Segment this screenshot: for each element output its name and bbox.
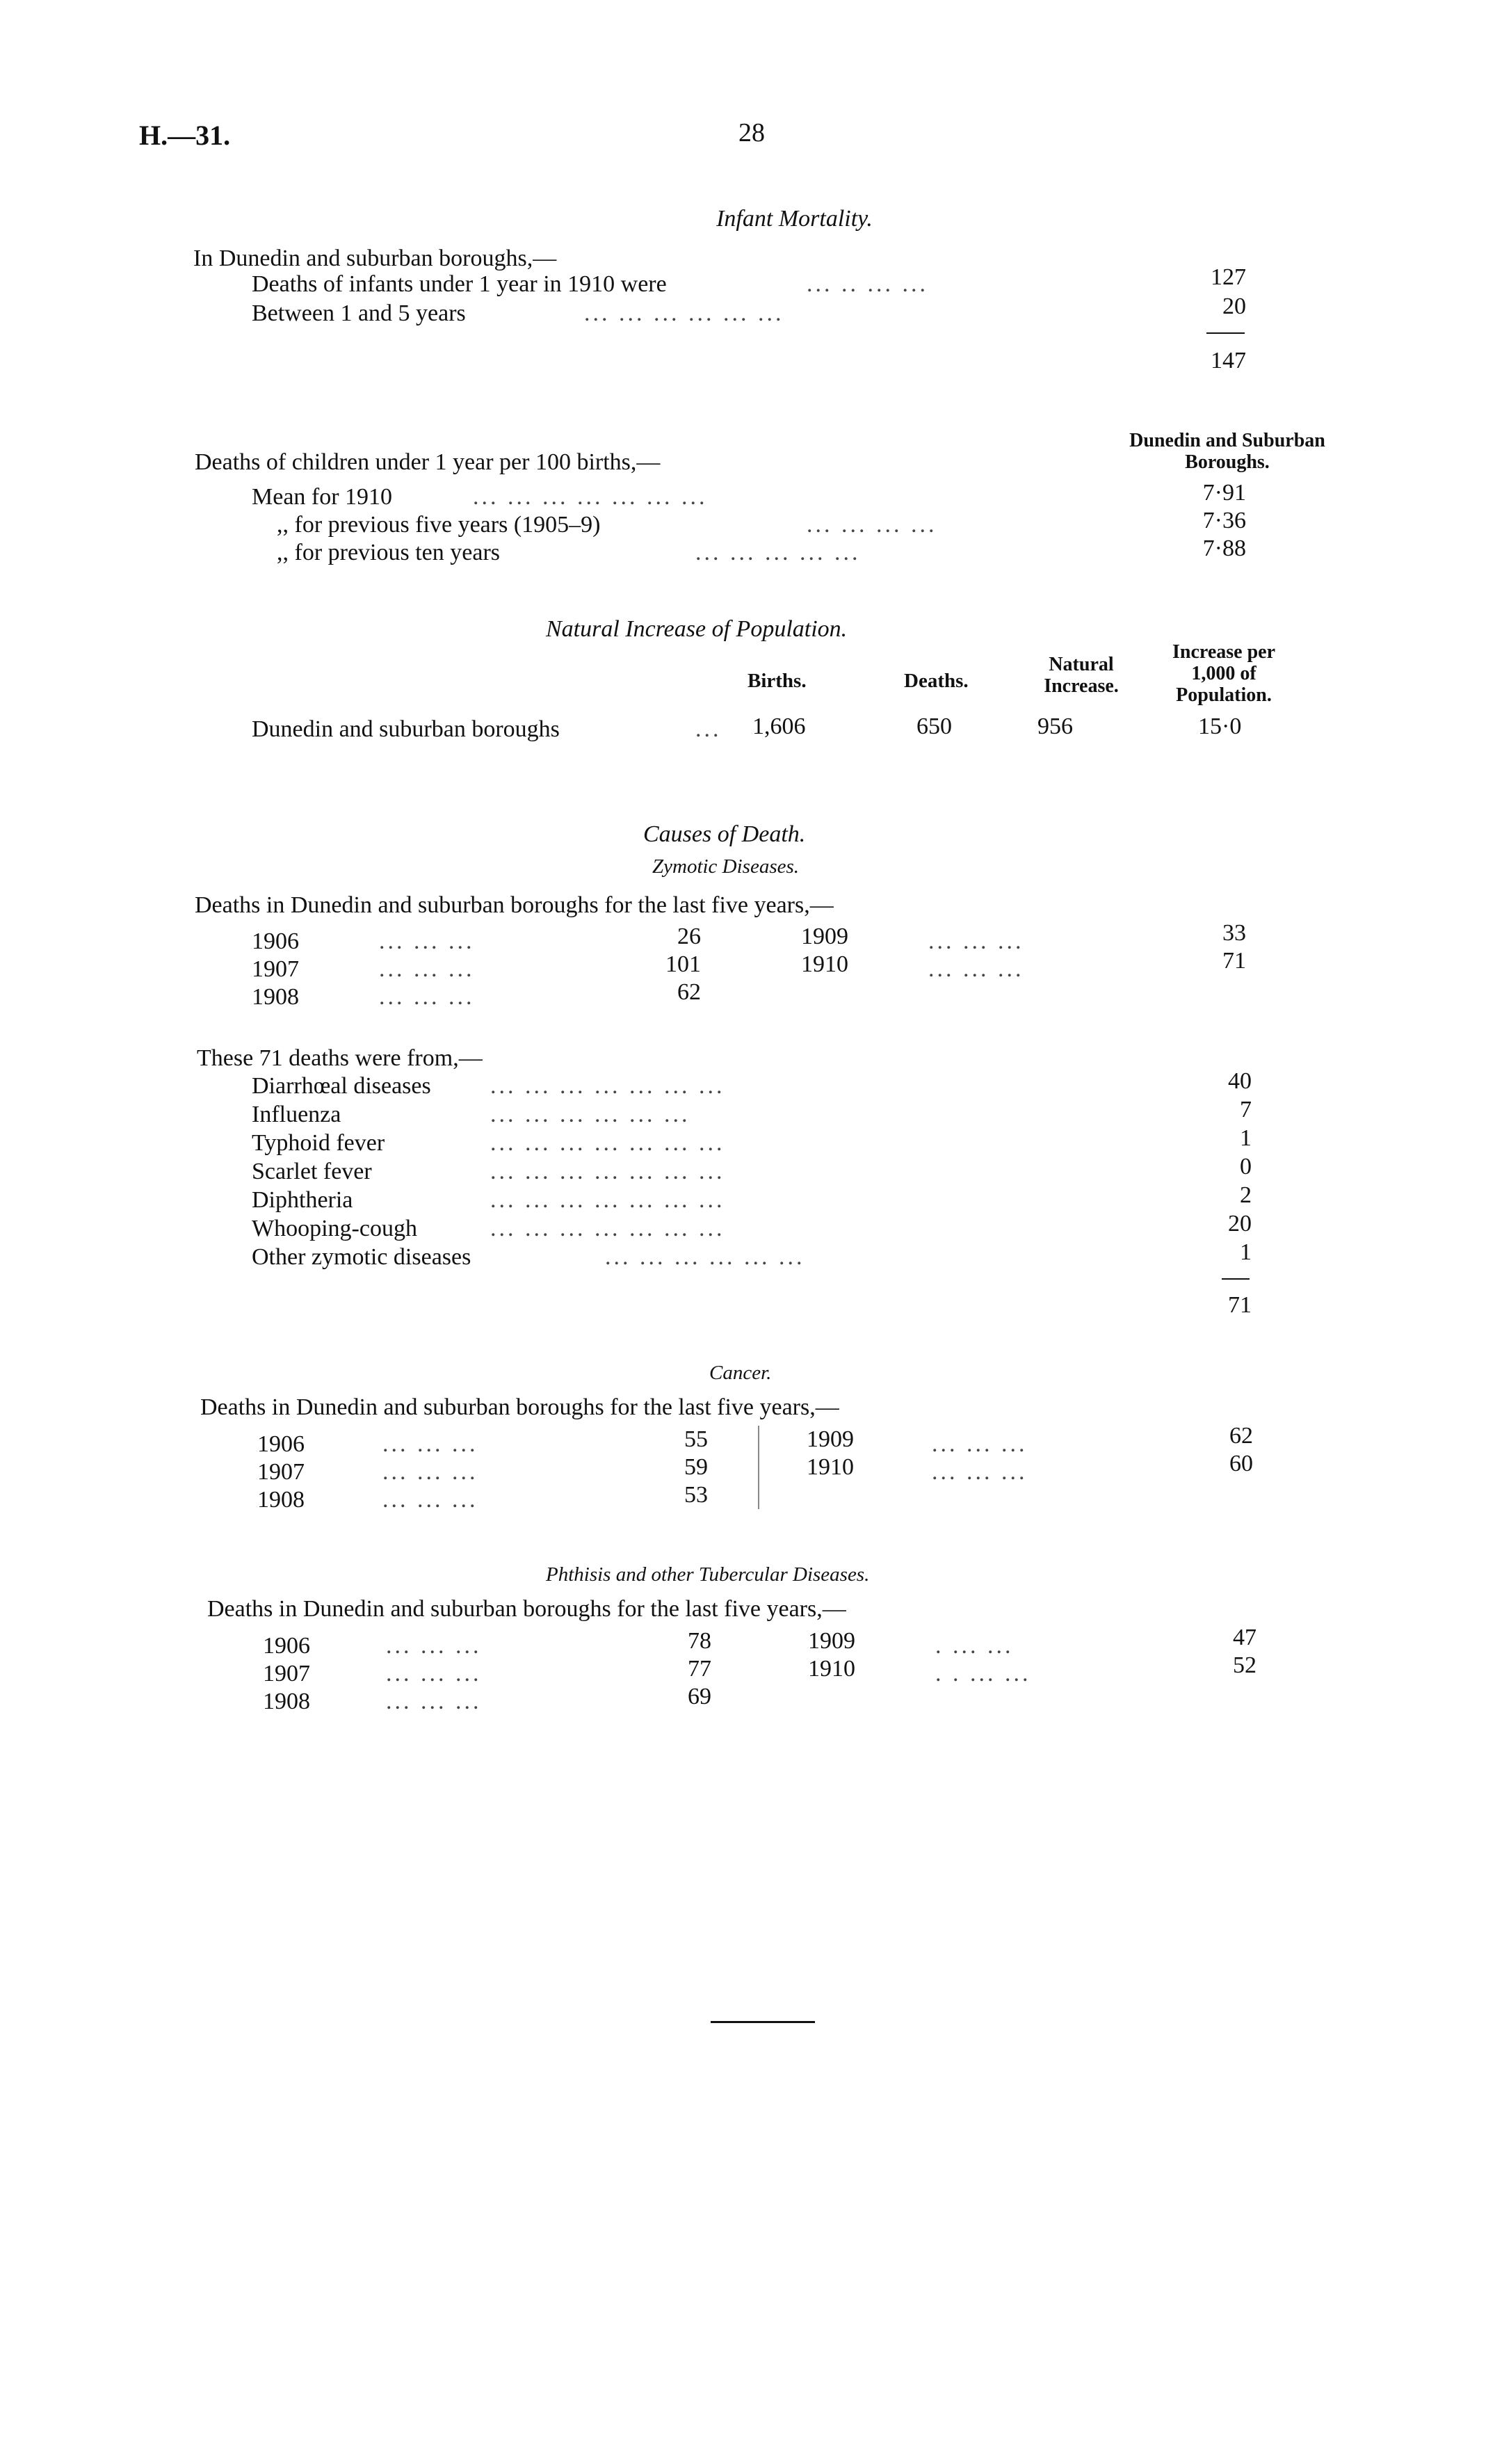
leader-dots: ... ... ... ... ... ... <box>490 1102 690 1127</box>
leader-dots: . . ... ... <box>935 1661 1031 1686</box>
disease-label: Other zymotic diseases <box>252 1244 471 1270</box>
year-label: 1906 <box>257 1431 305 1457</box>
leader-dots: ... ... ... <box>932 1431 1028 1457</box>
year-label: 1908 <box>263 1689 310 1714</box>
leader-dots: ... ... ... <box>386 1689 482 1714</box>
year-value: 77 <box>688 1656 711 1682</box>
natural-increase-title: Natural Increase of Population. <box>546 616 848 642</box>
leader-dots: ... ... ... ... ... ... <box>605 1244 805 1270</box>
deaths-value: 650 <box>916 714 952 739</box>
phthisis-title: Phthisis and other Tubercular Diseases. <box>546 1563 870 1586</box>
disease-value: 0 <box>1240 1154 1252 1179</box>
sum-rule <box>1222 1278 1250 1280</box>
deaths-header: Deaths. <box>904 670 969 692</box>
disease-label: Whooping-cough <box>252 1216 417 1241</box>
year-label: 1907 <box>252 956 299 982</box>
leader-dots: ... ... ... <box>382 1459 478 1485</box>
disease-label: Diphtheria <box>252 1187 353 1213</box>
leader-dots: ... ... ... ... ... ... ... <box>490 1130 725 1156</box>
increase-per-thousand-value: 15·0 <box>1198 714 1242 739</box>
column-divider <box>758 1426 759 1509</box>
year-value: 47 <box>1233 1625 1256 1650</box>
year-label: 1909 <box>808 1628 855 1654</box>
leader-dots: ... ... ... <box>379 956 475 982</box>
leader-dots: ... ... ... ... <box>807 512 937 538</box>
leader-dots: ... ... ... ... ... ... ... <box>490 1216 725 1241</box>
year-label: 1910 <box>807 1454 854 1480</box>
leader-dots: ... ... ... ... ... <box>695 540 861 565</box>
sum-rule <box>1206 332 1245 334</box>
leader-dots: ... ... ... ... ... ... <box>584 300 784 326</box>
breakdown-intro: These 71 deaths were from,— <box>197 1045 483 1071</box>
year-value: 62 <box>1229 1423 1253 1449</box>
births-header: Births. <box>748 670 807 692</box>
causes-of-death-title: Causes of Death. <box>643 821 806 847</box>
year-label: 1907 <box>257 1459 305 1485</box>
rate-intro: Deaths of children under 1 year per 100 births,— <box>195 449 661 475</box>
disease-value: 1 <box>1240 1125 1252 1151</box>
year-label: 1908 <box>257 1487 305 1513</box>
disease-value: 7 <box>1240 1097 1252 1122</box>
year-value: 101 <box>665 951 701 977</box>
year-value: 62 <box>677 979 701 1005</box>
natural-increase-value: 956 <box>1037 714 1073 739</box>
births-value: 1,606 <box>752 714 806 739</box>
leader-dots: ... ... ... <box>928 956 1024 982</box>
zymotic-subtitle: Zymotic Diseases. <box>652 855 800 878</box>
year-value: 55 <box>684 1426 708 1452</box>
closing-rule <box>711 2021 815 2023</box>
leader-dots: ... ... ... <box>932 1459 1028 1485</box>
rate-column-heading: Dunedin and Suburban Boroughs. <box>1129 430 1325 473</box>
disease-value: 1 <box>1240 1239 1252 1265</box>
document-reference: H.—31. <box>139 120 231 151</box>
increase-per-thousand-header: Increase per 1,000 of Population. <box>1172 641 1275 706</box>
cancer-title: Cancer. <box>709 1362 772 1384</box>
leader-dots: ... ... ... <box>379 928 475 954</box>
disease-label: Scarlet fever <box>252 1159 372 1184</box>
leader-dots: ... ... ... <box>386 1661 482 1686</box>
disease-label: Typhoid fever <box>252 1130 385 1156</box>
year-label: 1908 <box>252 984 299 1010</box>
year-label: 1906 <box>252 928 299 954</box>
leader-dots: ... ... ... ... ... ... ... <box>490 1187 725 1213</box>
page-number: 28 <box>738 118 765 147</box>
year-value: 78 <box>688 1628 711 1654</box>
year-label: 1910 <box>808 1656 855 1682</box>
natural-increase-header: Natural Increase. <box>1044 654 1119 697</box>
natural-row-label: Dunedin and suburban boroughs <box>252 716 560 742</box>
year-value: 71 <box>1222 948 1246 974</box>
rate-row-label: Mean for 1910 <box>252 484 393 510</box>
disease-value: 20 <box>1228 1211 1252 1237</box>
leader-dots: ... <box>695 716 722 742</box>
disease-label: Influenza <box>252 1102 341 1127</box>
leader-dots: . ... ... <box>935 1633 1014 1659</box>
year-label: 1909 <box>807 1426 854 1452</box>
rate-row-value: 7·36 <box>1202 508 1246 533</box>
leader-dots: ... ... ... ... ... ... ... <box>490 1159 725 1184</box>
cancer-intro: Deaths in Dunedin and suburban boroughs for the last five years,— <box>200 1394 839 1420</box>
year-value: 60 <box>1229 1451 1253 1476</box>
year-value: 52 <box>1233 1652 1256 1678</box>
year-value: 53 <box>684 1482 708 1508</box>
year-label: 1910 <box>801 951 848 977</box>
year-value: 26 <box>677 924 701 949</box>
infant-row-label: Deaths of infants under 1 year in 1910 were <box>252 271 667 297</box>
year-label: 1906 <box>263 1633 310 1659</box>
infant-intro: In Dunedin and suburban boroughs,— <box>193 245 557 271</box>
infant-row-value: 20 <box>1222 293 1246 319</box>
disease-label: Diarrhœal diseases <box>252 1073 431 1099</box>
rate-row-label: ,, for previous ten years <box>277 540 501 565</box>
infant-row-label: Between 1 and 5 years <box>252 300 466 326</box>
year-label: 1909 <box>801 924 848 949</box>
year-value: 33 <box>1222 920 1246 946</box>
leader-dots: ... ... ... <box>379 984 475 1010</box>
rate-row-value: 7·88 <box>1202 536 1246 561</box>
leader-dots: ... ... ... <box>382 1431 478 1457</box>
year-label: 1907 <box>263 1661 310 1686</box>
infant-row-value: 127 <box>1211 264 1246 290</box>
phthisis-intro: Deaths in Dunedin and suburban boroughs for the last five years,— <box>207 1596 846 1622</box>
infant-total: 147 <box>1211 348 1246 373</box>
leader-dots: ... ... ... ... ... ... ... <box>490 1073 725 1099</box>
infant-mortality-title: Infant Mortality. <box>716 206 873 232</box>
rate-row-label: ,, for previous five years (1905–9) <box>277 512 601 538</box>
leader-dots: ... ... ... <box>382 1487 478 1513</box>
leader-dots: ... ... ... ... ... ... ... <box>473 484 708 510</box>
year-value: 59 <box>684 1454 708 1480</box>
rate-row-value: 7·91 <box>1202 480 1246 506</box>
year-value: 69 <box>688 1684 711 1709</box>
leader-dots: ... ... ... <box>386 1633 482 1659</box>
zymotic-intro: Deaths in Dunedin and suburban boroughs for the last five years,— <box>195 892 834 918</box>
leader-dots: ... ... ... <box>928 928 1024 954</box>
leader-dots: ... .. ... ... <box>807 271 928 297</box>
disease-value: 2 <box>1240 1182 1252 1208</box>
disease-value: 40 <box>1228 1068 1252 1094</box>
breakdown-total: 71 <box>1228 1292 1252 1318</box>
